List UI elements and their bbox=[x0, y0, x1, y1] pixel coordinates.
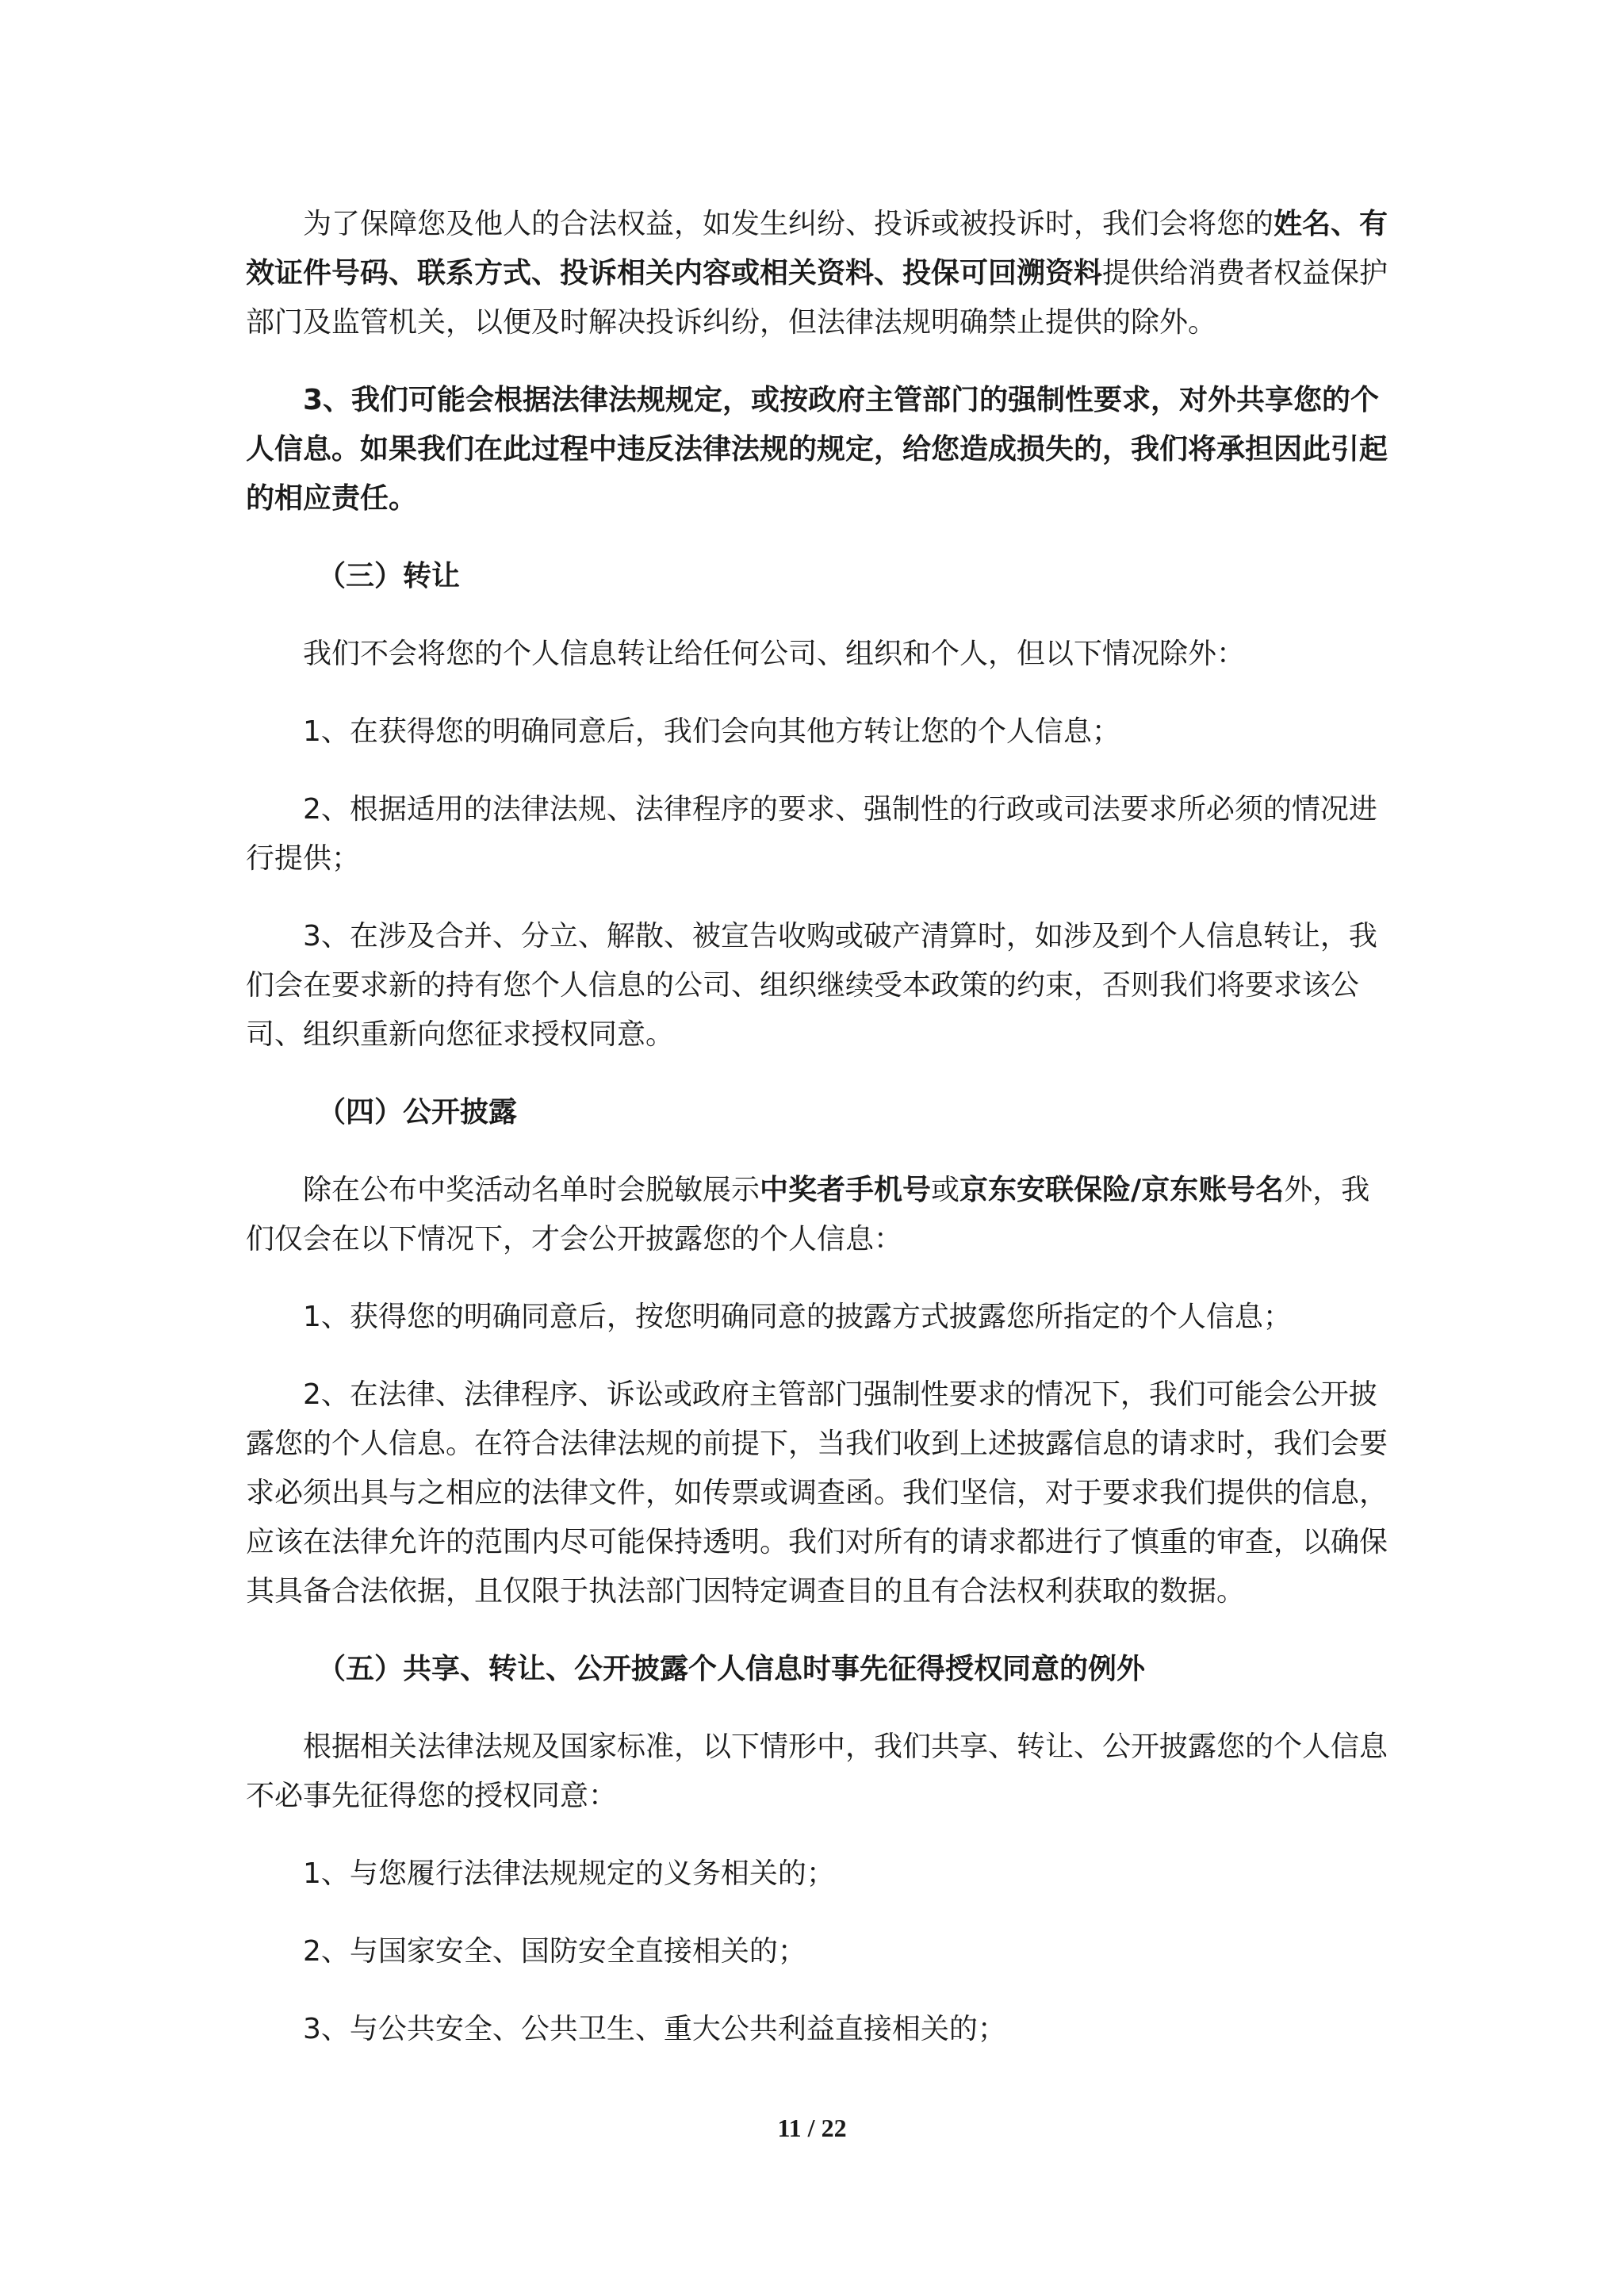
para-disclosure-1-text: 1、获得您的明确同意后，按您明确同意的披露方式披露您所指定的个人信息； bbox=[303, 1301, 1292, 1333]
para-transfer-2 bbox=[246, 785, 1394, 884]
para-consumer-protection-text: 为了保障您及他人的合法权益，如发生纠纷、投诉或被投诉时，我们会将您的 bbox=[303, 208, 1274, 240]
heading-transfer-text: （三）转让 bbox=[317, 560, 461, 592]
page-number: 11 / 22 bbox=[777, 2114, 847, 2142]
para-disclosure-intro-text: 除在公布中奖活动名单时会脱敏展示 bbox=[303, 1174, 760, 1206]
para-transfer-intro-text: 我们不会将您的个人信息转让给任何公司、组织和个人，但以下情况除外： bbox=[303, 638, 1246, 670]
para-transfer-3-text: 3、在涉及合并、分立、解散、被宣告收购或破产清算时，如涉及到个人信息转让，我们会在要求新的持有您个人信息的公司、组织继续受本政策的约束，否则我们将要求该公司、组织重新向您征求授权同意。 bbox=[246, 920, 1377, 1051]
heading-exceptions-text: （五）共享、转让、公开披露个人信息时事先征得授权同意的例外 bbox=[317, 1653, 1146, 1685]
heading-transfer bbox=[246, 552, 1394, 601]
para-exception-2 bbox=[246, 1927, 1394, 1976]
para-disclosure-intro bbox=[246, 1166, 1394, 1264]
para-disclosure-1 bbox=[246, 1293, 1394, 1342]
para-disclosure-intro-text: 外，我们仅会在以下情况下，才会公开披露您的个人信息： bbox=[246, 1174, 1370, 1255]
para-disclosure-2 bbox=[246, 1370, 1394, 1616]
para-consumer-protection-text: 姓名、有效证件号码、联系方式、投诉相关内容或相关资料、投保可回溯资料 bbox=[246, 208, 1388, 289]
para-transfer-3 bbox=[246, 912, 1394, 1060]
para-disclosure-2-text: 2、在法律、法律程序、诉讼或政府主管部门强制性要求的情况下，我们可能会公开披露您的个人信息。在符合法律法规的前提下，当我们收到上述披露信息的请求时，我们会要求必须出具与之相应的法律文件，如传票或调查函。我们坚信，对于要求我们提供的信息，应该在法律允许的范围内尽可能保持透明。我们对所有的请求都进行了慎重的审查，以确保其具备合法依据，且仅限于执法部门因特定调查目的且有合法权利获取的数据。 bbox=[246, 1378, 1388, 1608]
para-exception-1 bbox=[246, 1849, 1394, 1899]
document-body bbox=[246, 200, 1394, 2054]
para-exception-3-text: 3、与公共安全、公共卫生、重大公共利益直接相关的； bbox=[303, 2013, 1006, 2045]
para-disclosure-intro-text: 或 bbox=[931, 1174, 960, 1206]
para-exception-3 bbox=[246, 2005, 1394, 2054]
para-consumer-protection bbox=[246, 200, 1394, 347]
para-disclosure-intro-text: 中奖者手机号 bbox=[760, 1174, 932, 1206]
para-legal-sharing bbox=[246, 376, 1394, 523]
para-exceptions-intro bbox=[246, 1723, 1394, 1821]
para-disclosure-intro-text: 京东安联保险/京东账号名 bbox=[959, 1174, 1285, 1206]
para-consumer-protection-text: 提供给消费者权益保护部门及监管机关，以便及时解决投诉纠纷，但法律法规明确禁止提供的除外。 bbox=[246, 257, 1388, 339]
para-transfer-1 bbox=[246, 707, 1394, 757]
heading-exceptions bbox=[246, 1645, 1394, 1694]
para-legal-sharing-text: 3、我们可能会根据法律法规规定，或按政府主管部门的强制性要求，对外共享您的个人信息。如果我们在此过程中违反法律法规的规定，给您造成损失的，我们将承担因此引起的相应责任。 bbox=[246, 384, 1388, 515]
para-exception-1-text: 1、与您履行法律法规规定的义务相关的； bbox=[303, 1857, 835, 1890]
para-transfer-intro bbox=[246, 630, 1394, 679]
para-exceptions-intro-text: 根据相关法律法规及国家标准，以下情形中，我们共享、转让、公开披露您的个人信息不必事先征得您的授权同意： bbox=[246, 1731, 1388, 1812]
para-transfer-1-text: 1、在获得您的明确同意后，我们会向其他方转让您的个人信息； bbox=[303, 715, 1120, 748]
heading-disclosure-text: （四）公开披露 bbox=[317, 1096, 518, 1129]
para-exception-2-text: 2、与国家安全、国防安全直接相关的； bbox=[303, 1935, 806, 1968]
para-transfer-2-text: 2、根据适用的法律法规、法律程序的要求、强制性的行政或司法要求所必须的情况进行提供； bbox=[246, 793, 1377, 875]
heading-disclosure bbox=[246, 1088, 1394, 1137]
